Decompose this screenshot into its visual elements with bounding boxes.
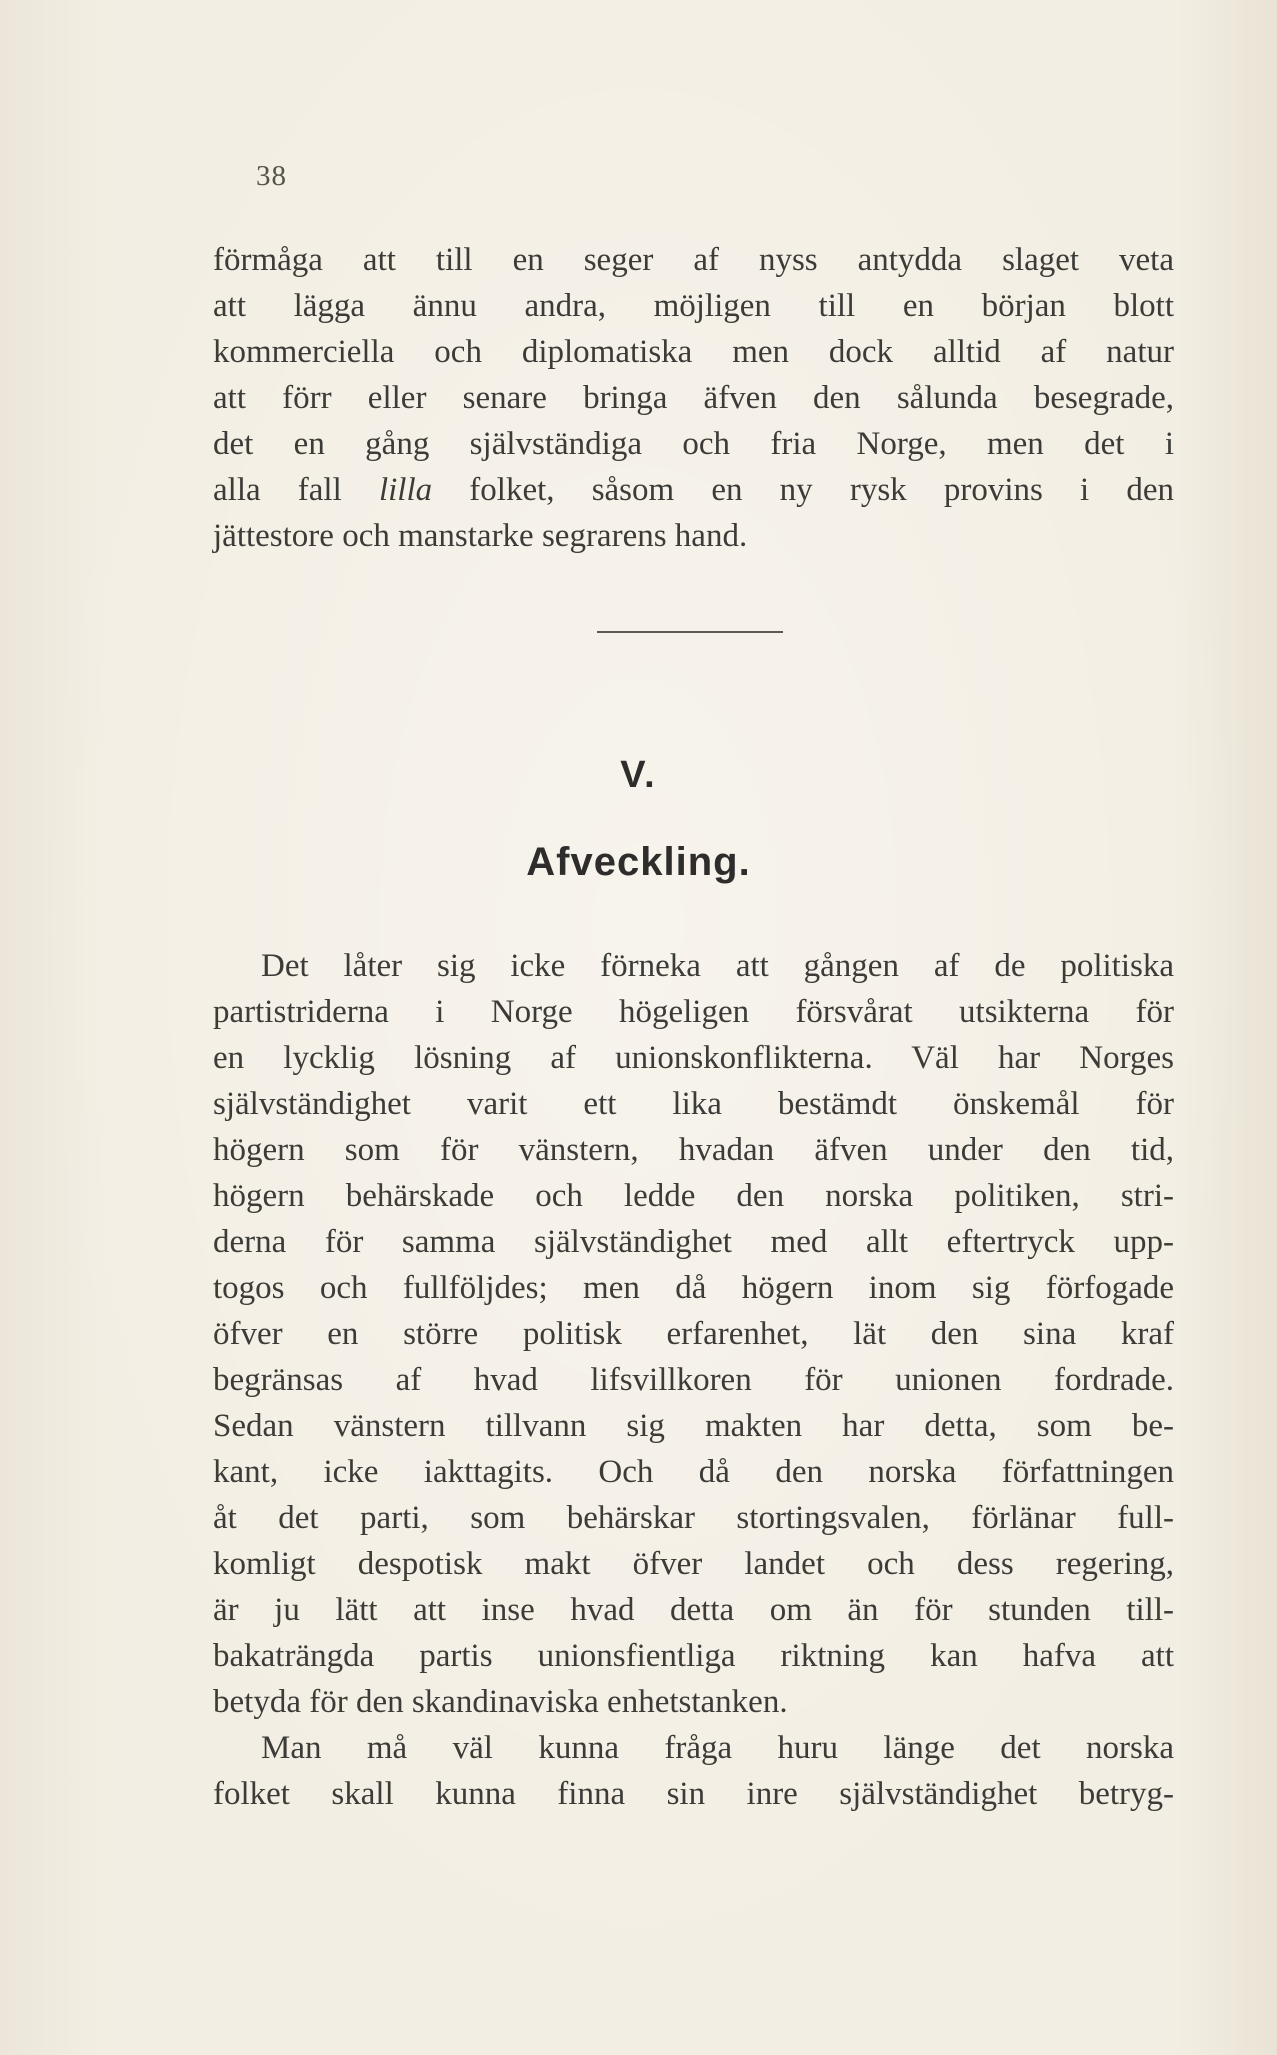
text-line: kant, icke iakttagits. Och då den norska författningen [213,1454,1174,1490]
section-divider [597,631,783,633]
text-line: jättestore och manstarke segrarens hand. [213,518,748,554]
text-line: folket skall kunna finna sin inre självständighet betryg- [213,1776,1174,1812]
text-line: Man må väl kunna fråga huru länge det norska [261,1730,1174,1766]
chapter-title: Afveckling. [526,840,751,884]
text-line: Det låter sig icke förneka att gången af de politiska [261,948,1174,984]
text-line: att lägga ännu andra, möjligen till en början blott [213,288,1174,324]
text-line [213,467,1174,513]
text-line: Sedan vänstern tillvann sig makten har detta, som be- [213,1408,1174,1444]
text-line: att förr eller senare bringa äfven den sålunda besegrade, [213,380,1174,416]
text-line: öfver en större politisk erfarenhet, lät den sina kraf [213,1316,1174,1352]
text-line: betyda för den skandinaviska enhetstanken. [213,1684,788,1720]
text-line: kommerciella och diplomatiska men dock alltid af natur [213,334,1174,370]
chapter-number: V. [620,754,657,796]
text-line: åt det parti, som behärskar stortingsvalen, förlänar full- [213,1500,1174,1536]
text-line: derna för samma självständighet med allt eftertryck upp- [213,1224,1174,1260]
text-line: bakaträngda partis unionsfientliga riktning kan hafva att [213,1638,1174,1674]
text-line: förmåga att till en seger af nyss antydda slaget veta [213,242,1174,278]
text-line: begränsas af hvad lifsvillkoren för unionen fordrade. [213,1362,1174,1398]
text-line: det en gång självständiga och fria Norge, men det i [213,426,1174,462]
text-line: togos och fullföljdes; men då högern inom sig förfogade [213,1270,1174,1306]
text-segment: folket, såsom en ny rysk provins i den [432,472,1174,508]
text-line: högern behärskade och ledde den norska politiken, stri- [213,1178,1174,1214]
text-line: en lycklig lösning af unionskonflikterna. Väl har Norges [213,1040,1174,1076]
text-segment: alla fall [213,472,379,508]
text-line: självständighet varit ett lika bestämdt önskemål för [213,1086,1174,1122]
page-number: 38 [256,160,287,192]
text-line: är ju lätt att inse hvad detta om än för stunden till- [213,1592,1174,1628]
text-line: partistriderna i Norge högeligen försvårat utsikterna för [213,994,1174,1030]
italic-word: lilla [378,472,433,508]
text-line: komligt despotisk makt öfver landet och dess regering, [213,1546,1174,1582]
text-line: högern som för vänstern, hvadan äfven under den tid, [213,1132,1174,1168]
